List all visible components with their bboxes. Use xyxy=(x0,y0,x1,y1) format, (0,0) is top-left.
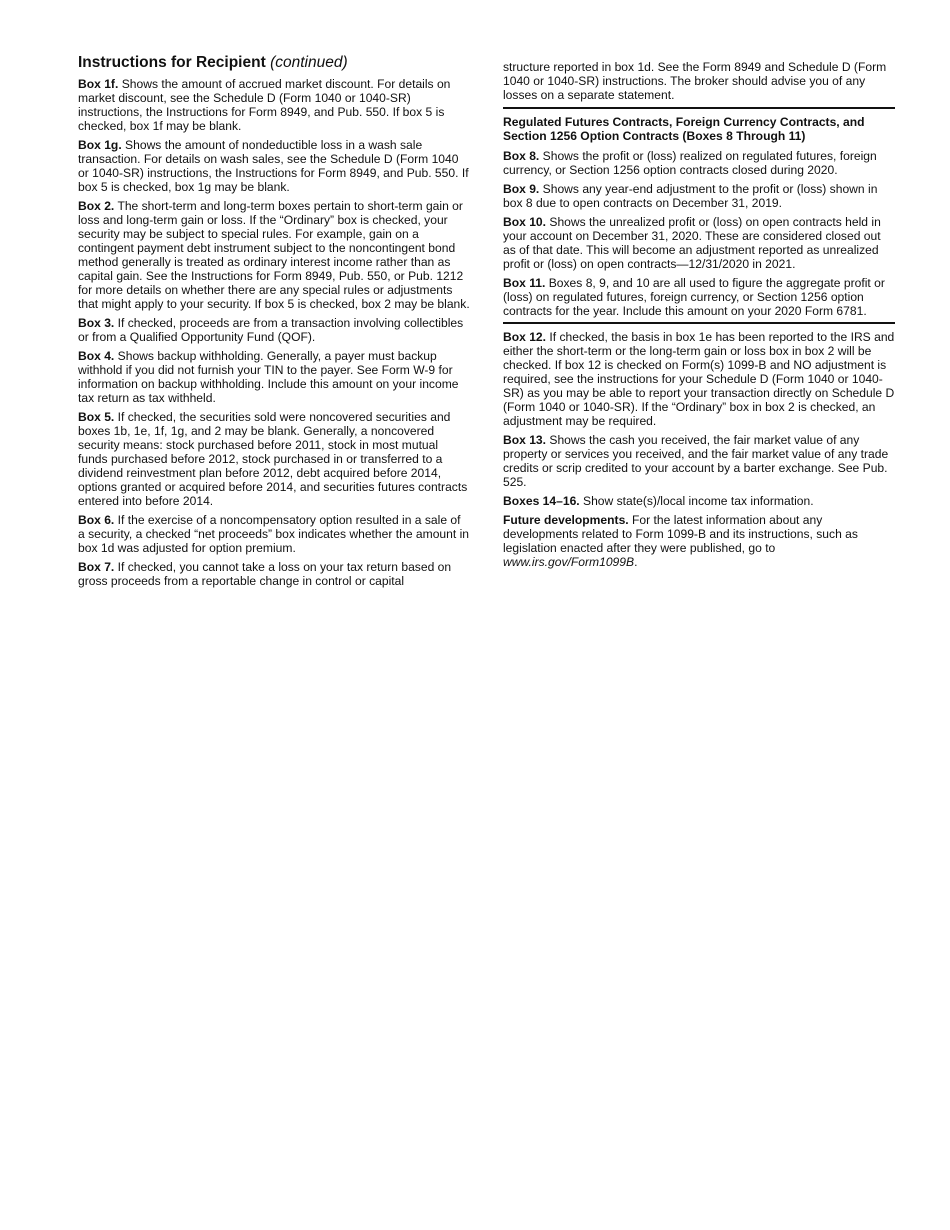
box-5-paragraph xyxy=(78,410,470,508)
box-8-paragraph xyxy=(503,149,895,177)
future-developments-paragraph xyxy=(503,513,895,569)
box-text: Shows the amount of accrued market discount. For details on market discount, see the Schedule D (Form 1040 or 1040-SR) instructions, the Instructions for Form 8949, and Pub. 550. If box 5 is checked, box 1f may be blank. xyxy=(78,77,451,133)
box-text: Shows the cash you received, the fair market value of any property or services you received, and the fair market value of any trade credits or scrip credited to your account by a barter exchange. See Pub. 525. xyxy=(503,433,889,489)
box-10-paragraph xyxy=(503,215,895,271)
right-column xyxy=(503,50,895,574)
box-7-paragraph xyxy=(78,560,470,588)
box-6-paragraph xyxy=(78,513,470,555)
section-divider-top xyxy=(503,107,895,109)
box-label: Box 8. xyxy=(503,149,540,163)
title-suffix: (continued) xyxy=(270,54,348,71)
box-text: If checked, the basis in box 1e has been reported to the IRS and either the short-term or the long-term gain or loss box in box 2 will be checked. If box 12 is checked on Form(s) 1099-B and NO adjustment is required, see the instructions for your Schedule D (Form 1040 or 1040-SR) as you may be able to report your transaction directly on Schedule D (Form 1040 or 1040-SR). If the “Ordinary” box in box 2 is checked, an adjustment may be required. xyxy=(503,330,895,428)
box-2-paragraph xyxy=(78,199,470,311)
box-1g-paragraph xyxy=(78,138,470,194)
box-label: Box 4. xyxy=(78,349,115,363)
box-text: Show state(s)/local income tax information. xyxy=(579,494,814,508)
box-label: Box 13. xyxy=(503,433,547,447)
box-text: Shows the profit or (loss) realized on regulated futures, foreign currency, or Section 1256 option contracts closed during 2020. xyxy=(503,149,877,177)
future-text: For the latest information about any developments related to Form 1099-B and its instructions, such as legislation enacted after they were published, go to xyxy=(503,513,858,555)
box-label: Box 12. xyxy=(503,330,547,344)
box-label: Box 3. xyxy=(78,316,115,330)
box-11-paragraph xyxy=(503,276,895,318)
box-label: Box 10. xyxy=(503,215,547,229)
box-text: If checked, proceeds are from a transaction involving collectibles or from a Qualified Opportunity Fund (QOF). xyxy=(78,316,464,344)
box-13-paragraph xyxy=(503,433,895,489)
boxes-14-16-paragraph xyxy=(503,494,895,508)
left-column xyxy=(78,50,470,593)
box-label: Box 1f. xyxy=(78,77,119,91)
irs-link[interactable]: www.irs.gov/Form1099B xyxy=(503,555,635,569)
box-text: If checked, you cannot take a loss on your tax return based on gross proceeds from a reportable change in control or capital xyxy=(78,560,452,588)
box-text: If checked, the securities sold were noncovered securities and boxes 1b, 1e, 1f, 1g, and 2 may be blank. Generally, a noncovered security means: stock purchased before 2011, stock in most mutual funds purchased before 2012, stock purchased in or transferred to a dividend reinvestment plan before 2012, debt acquired before 2014, options granted or acquired before 2014, and securities futures contracts entered into before 2014. xyxy=(78,410,468,508)
box-text: If the exercise of a noncompensatory option resulted in a sale of a security, a checked “net proceeds” box indicates whether the amount in box 1d was adjusted for option premium. xyxy=(78,513,470,555)
box-3-paragraph xyxy=(78,316,470,344)
box-label: Box 7. xyxy=(78,560,115,574)
title-text: Instructions for Recipient xyxy=(78,54,266,71)
box-label: Box 1g. xyxy=(78,138,122,152)
page-title xyxy=(78,53,470,72)
box-label: Box 6. xyxy=(78,513,115,527)
box-7-continuation: structure reported in box 1d. See the Form 8949 and Schedule D (Form 1040 or 1040-SR) instructions. The broker should advise you of any losses on a separate statement. xyxy=(503,60,887,102)
box-text: Shows any year-end adjustment to the profit or (loss) shown in box 8 due to open contracts on December 31, 2019. xyxy=(503,182,878,210)
box-9-paragraph xyxy=(503,182,895,210)
box-text: Shows the amount of nondeductible loss in a wash sale transaction. For details on wash sales, see the Schedule D (Form 1040 or 1040-SR) instructions, the Instructions for Form 8949, and Pub. 550. If box 5 is checked, box 1g may be blank. xyxy=(78,138,469,194)
box-text: Shows the unrealized profit or (loss) on open contracts held in your account on December 31, 2020. These are considered closed out as of that date. This will become an adjustment reported as unrealized profit or (loss) on open contracts—12/31/2020 in 2021. xyxy=(503,215,881,271)
box-text: Boxes 8, 9, and 10 are all used to figure the aggregate profit or (loss) on regulated futures, foreign currency, or Section 1256 option contracts for the year. Include this amount on your 2020 Form 6781. xyxy=(503,276,885,318)
box-label: Box 11. xyxy=(503,276,546,290)
section-heading: Regulated Futures Contracts, Foreign Currency Contracts, and Section 1256 Option Contracts (Boxes 8 Through 11) xyxy=(503,115,865,143)
section-divider-bottom xyxy=(503,322,895,324)
box-1f-paragraph xyxy=(78,77,470,133)
box-12-paragraph xyxy=(503,330,895,428)
box-text: The short-term and long-term boxes pertain to short-term gain or loss and long-term gain or loss. If the “Ordinary” box is checked, your security may be subject to special rules. For example, gain on a contingent payment debt instrument subject to the noncontingent bond method generally is treated as ordinary interest income rather than as capital gain. See the Instructions for Form 8949, Pub. 550, or Pub. 1212 for more details on whether there are any special rules or adjustments that might apply to your security. If box 5 is checked, box 2 may be blank. xyxy=(78,199,470,311)
box-label: Box 2. xyxy=(78,199,115,213)
box-label: Box 5. xyxy=(78,410,115,424)
box-text: Shows backup withholding. Generally, a payer must backup withhold if you did not furnish your TIN to the payer. See Form W-9 for information on backup withholding. Include this amount on your income tax return as tax withheld. xyxy=(78,349,459,405)
future-end: . xyxy=(634,555,638,569)
box-label: Boxes 14–16. xyxy=(503,494,580,508)
future-label: Future developments. xyxy=(503,513,629,527)
box-4-paragraph xyxy=(78,349,470,405)
box-label: Box 9. xyxy=(503,182,540,196)
